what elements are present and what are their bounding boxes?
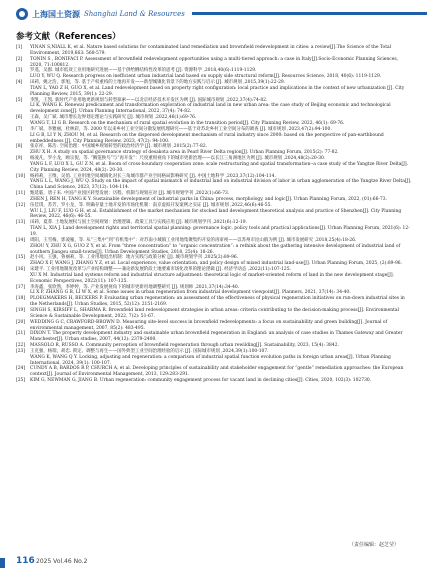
reference-item: [16, 308, 412, 320]
reference-number: [23]: [16, 348, 26, 354]
reference-number: [10]: [16, 173, 26, 179]
reference-number: [5]: [16, 97, 23, 103]
journal-emblem-icon: [16, 8, 28, 20]
page-header: [0, 0, 427, 26]
reference-number: [18]: [16, 296, 26, 302]
reference-number: [8]: [16, 144, 23, 150]
reference-number: [16, 179, 30, 191]
reference-text: YANG L F, LUO X L, GU Z N, et al. Boom of cross-boundary cooperation zone: scale restructuring and spatial transformation--a case study of the Yangtze River Delta[J]. City Planning Review, 2024, 48(2): 20-30.: [30, 161, 409, 173]
reference-text: 张京祥，陈浩. 空间治理：中国城乡规划转型的政治经济学 [J]. 城市规划 ,2015(2):77-82.: [30, 144, 208, 150]
reference-item: [16, 103, 412, 115]
reference-item: [16, 226, 412, 238]
reference-text: YINAN S,NIALL K, et al. Nature based solutions for contaminated land remediation and brownfield redevelopment in cities: a review[J].The Science of the Total Environment, 2019,663: 568-579.: [30, 45, 392, 56]
reference-text: 李广斌，李雅丽，杜林彩，等. 2000 年以来乡村工业空间分散发展机理研究——基于对苏北乡村工业空间分布的调查 [J]. 城市规划 ,2023,47(2):94-100.: [30, 126, 332, 132]
reference-text: 赵小风，王强，鲁丽莉，等. 工业用地退出机制：地方实践与政策分析 [J]. 城市规划学刊 ,2025(2):89-96.: [30, 255, 239, 261]
journal-name-cn: 上海国土资源: [32, 9, 80, 19]
reference-number: [7]: [16, 126, 23, 132]
reference-text: 甄延临，唐子来. 中国产业园区转型发展：历程、机制与规划应对 [J]. 城市规划学刊 ,2022(1):66-73.: [30, 191, 230, 197]
reference-text: XU X M. Industrial land systems reform and industrial structure adjustment: theoretical logic of market-oriented reform of land in the new development stage[J]. Economic Perspectives, 2022(11): 107-125.: [30, 272, 395, 284]
reference-text: ZHEN J, REN H, TANG K Y. Sustainable development of industrial parks in China: process, morphology, and logic[J]. Urban Planning Forum, 2022, (01):66-73.: [30, 196, 387, 202]
reference-number: [16, 226, 30, 238]
reference-text: CUNDY A B, BARDOS R P, CHURCH A, et al. Developing principles of sustainability and stakeholder engagement for “gentle” remediation approaches: the European context[J]. Journal of Environmental Management, 2013, 129:283-291.: [30, 366, 404, 378]
reference-item: [16, 86, 412, 98]
reference-text: 杨凌凡，罗小龙，顾宗倪，等. “腾笼换鸟”与“再开发”：尺度重组视角下的城市更新治理——以长江三角洲地区为例 [J]. 城市规划 ,2024,48(2):20-30.: [30, 156, 326, 162]
reference-item: [16, 320, 412, 332]
reference-number: [24]: [16, 366, 26, 372]
reference-number: [19]: [16, 307, 26, 313]
reference-number: [6]: [16, 115, 23, 121]
reference-number: [16, 244, 30, 256]
page-footer: [0, 553, 427, 575]
reference-text: 伍佳琪，苏芳，罗小龙，等. 明确存量土地开发的市场化机制：南京虚拟开发案例之实证 [J]. 城市规划 ,2022,46(6):46-55.: [30, 202, 272, 208]
reference-text: 李涛鑫，张欣然，李婷婷，等. 产业发展视角下的城市更新用地调整研究 [J]. 规划师 ,2021,37(14):34-40.: [30, 284, 240, 290]
reference-text: MASSOLO R, RUSSO A. Community perception of brownfield regeneration through urban rewilding[J]. Sustainability, 2023, 15(4): 3842.: [30, 343, 339, 349]
reference-number: [16, 209, 30, 221]
reference-number: [4]: [16, 80, 23, 86]
reference-text: LI X P, ZHANG G B, LI W X, et al. Some issues in urban regeneration from industrial development viewpoint[J]. Planners, 2021, 37(14): 34-40.: [30, 290, 351, 296]
reference-text: WEDDING G C, CRAWFORD-BROWN D. Measuring site-level success in brownfield redevelopments: a focus on sustainability and green building[J]. Journal of environmental management, 2007, 85(2): 483-495.: [30, 319, 388, 331]
footer-accent: [0, 558, 5, 568]
reference-text: SINGH S, KIRSIFF L, SHARMA R. Brownfield land redevelopment strategies in urban areas: criteria contributing to the decision-making process[J]. Environmental Science & Sustainable Development, 2022, 7(2): 51-67.: [30, 307, 399, 319]
reference-text: LI G B, LI Y N, ZHOU M, et al. Research on the dispersed development mechanism of rural industry since 2000: based on the perspective of pan-earthbound embeddedness [J]. City Planning Review, 2023, 47(2): 94-100.: [30, 132, 384, 144]
reference-item: [16, 133, 412, 145]
reference-number: [17]: [16, 284, 26, 290]
reference-item: [16, 45, 412, 57]
reference-number: [11]: [16, 191, 26, 197]
reference-text: WANG T, LI G B. Research on the mechanism of rural spatial evolution in the transition period[J]. City Planning Review, 2022, 46(1): 69-76.: [30, 120, 345, 126]
reference-number: [16, 103, 30, 115]
reference-item: [16, 273, 412, 285]
reference-text: 李凯，王凯. 新时代产业用地更新规划与转型探索——以北京经济技术开发区为例 [J]. 国际城市规划 ,2022,37(4):74-82.: [30, 97, 268, 103]
reference-number: [9]: [16, 156, 23, 162]
reference-number: [3]: [16, 68, 23, 74]
reference-text: LI K, WANG K. Renewal predicament and transformation exploration of industrial land in new urban area: the case study of Beijing economic and technological development zone[J]. Urban Planning International, 2022, 37(4): 74-82.: [30, 103, 391, 115]
reference-text: 田莉，夏菁. 土地发展权与国土空间规划：治理逻辑、政策工具与实践应用 [J]. 城市规划学刊 ,2021(6):12-19.: [30, 220, 248, 226]
reference-text: TIAN L, YAO Z H, GUO X, et al. Land redevelopment based on property right configuration: local practice and implications in the context of new urbanization [J]. City Planning Review, 2015, 39(1): 22-29.: [30, 85, 405, 97]
reference-list: [16, 45, 412, 384]
reference-text: 杨莉莉，王维，吴俏. 工业用地空间城镇化对长三角城市群产业空间格局影响研究 [J]. 中国土地科学 ,2023,37(12):104-114.: [30, 173, 276, 179]
reference-text: 宋建平. 工业用地制度改革与产业结构调整——兼论新发展阶段土地要素市场化改革的理论逻辑 [J]. 经济学动态 ,2022(11):107-125.: [30, 267, 291, 273]
reference-item: [16, 162, 412, 174]
reference-text: DIXON T. The property development industry and sustainable urban brownfield regeneration in England: an analysis of case studies in Thames Gateway and Greater Manchester[J]. Urban studies, 2007, 44(12): 2379-2400.: [30, 331, 403, 343]
reference-number: [16, 133, 30, 145]
reference-text: WANG K, WANG Q Y. Locking, adjusting and regeneration: a comparison of industrial spatial function evolution paths in foreign urban areas[J]. Urban Planning International, 2024, 39(1): 100-107.: [30, 354, 391, 366]
reference-number: [14]: [16, 237, 26, 243]
reference-text: ZHOU Y, ZHU X G, GUO Z Y, et al. From “three concentration” to “organic concentration”: a rethink about the gathering intensive development of industrial land of southern Jiangsu small-towns[J]. Urban Development Studies, 2018, 25(4): 18-26.: [30, 243, 401, 255]
reference-item: [16, 378, 412, 384]
section-title: 参考文献（References）: [16, 32, 121, 42]
reference-item: [16, 244, 412, 256]
reference-text: 王克强，杨瑞，胡忠. 锁定、调整与再生——国外典型工业空间治理经验的启示 [J]. 国际城市规划 ,2024,39(1):100-107.: [30, 348, 269, 354]
journal-logo: [16, 8, 185, 20]
reference-number: [1]: [16, 45, 23, 50]
reference-number: [15]: [16, 255, 26, 261]
reference-number: [16]: [16, 267, 26, 273]
reference-number: [22]: [16, 343, 26, 349]
issue-info: 2025 Vol.46 No.2: [36, 558, 88, 565]
reference-item: [16, 296, 412, 308]
reference-number: [16, 86, 30, 98]
header-rule: [192, 12, 427, 15]
reference-item: [16, 355, 412, 367]
reference-text: TIAN L, XIA J. Land development rights and territorial spatial planning: governance logic, policy tools and practical applications[J]. Urban Planning Forum, 2021(6): 12-19.: [30, 226, 410, 237]
reference-number: [12]: [16, 202, 26, 208]
reference-number: [16, 273, 30, 285]
reference-text: 王森，吴广斌. 城市增长边界划定理论与实践研究 [J]. 城市规划 ,2022,46(1):69-76.: [30, 115, 197, 121]
reference-text: WU L J, LIU F, LUO G H, et al. Establishment of the market mechanism for stocked land development theoretical analysis and practice of Shenzhen[J]. City Planning Review, 2022, 46(6): 46-55.: [30, 208, 402, 220]
reference-text: LUO Y, WU Q. Research progress on inefficient urban industrial land based on supply side structural reform[J]. Resources Science, 2018, 40(6): 1119-1129.: [30, 74, 382, 80]
reference-number: [13]: [16, 220, 26, 226]
page-number: 116: [16, 556, 35, 566]
reference-number: [16, 355, 30, 367]
reference-text: ZHAO X F, WANG J, ZHANG Y Z, et al. Local experience, value orientation, and policy design of mixed industrial land-use[J]. Urban Planning Forum, 2025, (2):89-96.: [30, 261, 403, 267]
reference-text: YANG L L, WANG J, WU Q. Study on the impact of spatial mismatch of industrial land on industrial division of labor in urban agglomeration of the Yangtze River Delta[J]. China Land Science, 2023, 37(12): 104-114.: [30, 179, 412, 191]
reference-item: [16, 57, 412, 69]
reference-number: [21]: [16, 331, 26, 337]
reference-text: ZHU X H. A study on spatial governance strategy of desakota area in Pearl River Delta region[J]. Urban Planning Forum, 2015(2): 77-82.: [30, 150, 339, 156]
reference-number: [25]: [16, 378, 26, 384]
reference-number: [20]: [16, 319, 26, 325]
reference-number: [2]: [16, 56, 23, 62]
reference-item: [16, 331, 412, 343]
journal-name-en: Shanghai Land & Resources: [84, 10, 185, 18]
reference-text: PLOEGMAKERS H, BECKERS P. Evaluating urban regeneration: an assessment of the effectiveness of physical regeneration initiatives on run-down industrial sites in the Netherlands[J]. Urban Studies, 2015, 52(12): 2151-2169.: [30, 296, 405, 308]
reference-text: 罗遥，吴群. 城市低效工业用地研究进展——基于供给侧结构性改革的思考 [J]. 资源科学 ,2018,40(6):1119-1129.: [30, 68, 257, 74]
reference-text: 周阳，王雪梅，郭凌雁，等. 从“三集中”到“有机集中”：对苏南小城镇工业用地集聚集约开发的再审视——以苏州市昆山镇为例 [J]. 城市发展研究 ,2018,25(4):18-26.: [30, 237, 357, 243]
reference-item: [16, 366, 412, 378]
reference-number: [16, 162, 30, 174]
reference-text: KIM G, NEWMAN G, JIANG B. Urban regeneration: community engagement process for vacant land in declining cities[J]. Cities, 2020, 102(3): 102730.: [30, 378, 372, 384]
reference-text: 田莉，姚之浩，郭旭，等. 基于产权重构的土地再开发——新型城镇化背景下的地方实践与启示 [J]. 城市规划 ,2015,39(1):22-29.: [30, 80, 286, 86]
reference-text: TONIN S , BONIFACI P. Assessment of brownfield redevelopment opportunities using a multi-tiered approach: a case in Italy[J].Socio-Economic Planning Sciences, 2020, 71:100812.: [30, 56, 399, 68]
reference-item: [16, 179, 412, 191]
editor-note: （责任编辑：赵芝莹）: [348, 542, 399, 548]
reference-item: [16, 209, 412, 221]
